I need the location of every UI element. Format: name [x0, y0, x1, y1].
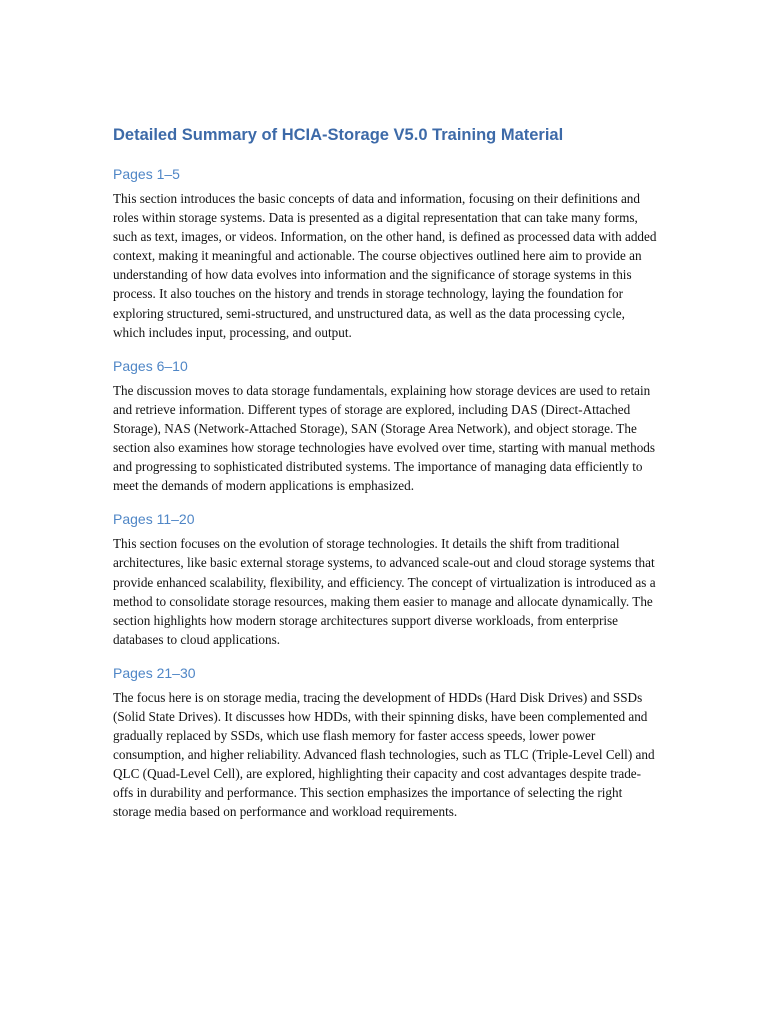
section-heading: Pages 6–10: [113, 357, 188, 374]
section-pages-11-20: [113, 509, 658, 649]
section-body: The discussion moves to data storage fundamentals, explaining how storage devices are used to retain and retrieve information. Different types of storage are explored, including DAS (Direct-Attached Storage), NAS (Network-Attached Storage), SAN (Storage Area Network), and object storage. The section also examines how storage technologies have evolved over time, starting with manual methods and progressing to sophisticated distributed systems. The importance of managing data efficiently to meet the demands of modern applications is emphasized.: [113, 382, 656, 494]
section-heading: Pages 21–30: [113, 664, 196, 681]
section-body: This section introduces the basic concepts of data and information, focusing on their definitions and roles within storage systems. Data is presented as a digital representation that can take many forms, such as text, images, or videos. Information, on the other hand, is defined as processed data with added context, making it meaningful and actionable. The course objectives outlined here aim to provide an understanding of how data evolves into information and the significance of storage systems in this process. It also touches on the history and trends in storage technology, laying the foundation for exploring structured, semi-structured, and unstructured data, as well as the data processing cycle, which includes input, processing, and output.: [113, 191, 657, 340]
section-body: This section focuses on the evolution of storage technologies. It details the shift from traditional architectures, like basic external storage systems, to advanced scale-out and cloud storage systems that provide enhanced scalability, flexibility, and efficiency. The concept of virtualization is introduced as a method to consolidate storage resources, making them easier to manage and allocate dynamically. The section highlights how modern storage architectures support diverse workloads, from enterprise databases to cloud applications.: [113, 536, 656, 647]
section-pages-21-30: [113, 663, 658, 822]
section-pages-1-5: [113, 164, 658, 342]
section-heading: Pages 11–20: [113, 511, 195, 528]
section-heading: Pages 1–5: [113, 166, 180, 182]
section-pages-6-10: [113, 356, 658, 496]
section-body: The focus here is on storage media, tracing the development of HDDs (Hard Disk Drives) and SSDs (Solid State Drives). It discusses how HDDs, with their spinning disks, have been complemented and gradually replaced by SSDs, which use flash memory for faster access speeds, lower power consumption, and higher reliability. Advanced flash technologies, such as TLC (Triple-Level Cell) and QLC (Quad-Level Cell), are explored, highlighting their capacity and cost advantages despite trade-offs in durability and performance. This section emphasizes the importance of selecting the right storage media based on performance and workload requirements.: [113, 689, 655, 820]
document-title: Detailed Summary of HCIA-Storage V5.0 Training Material: [113, 126, 564, 144]
document-page: [113, 123, 658, 836]
